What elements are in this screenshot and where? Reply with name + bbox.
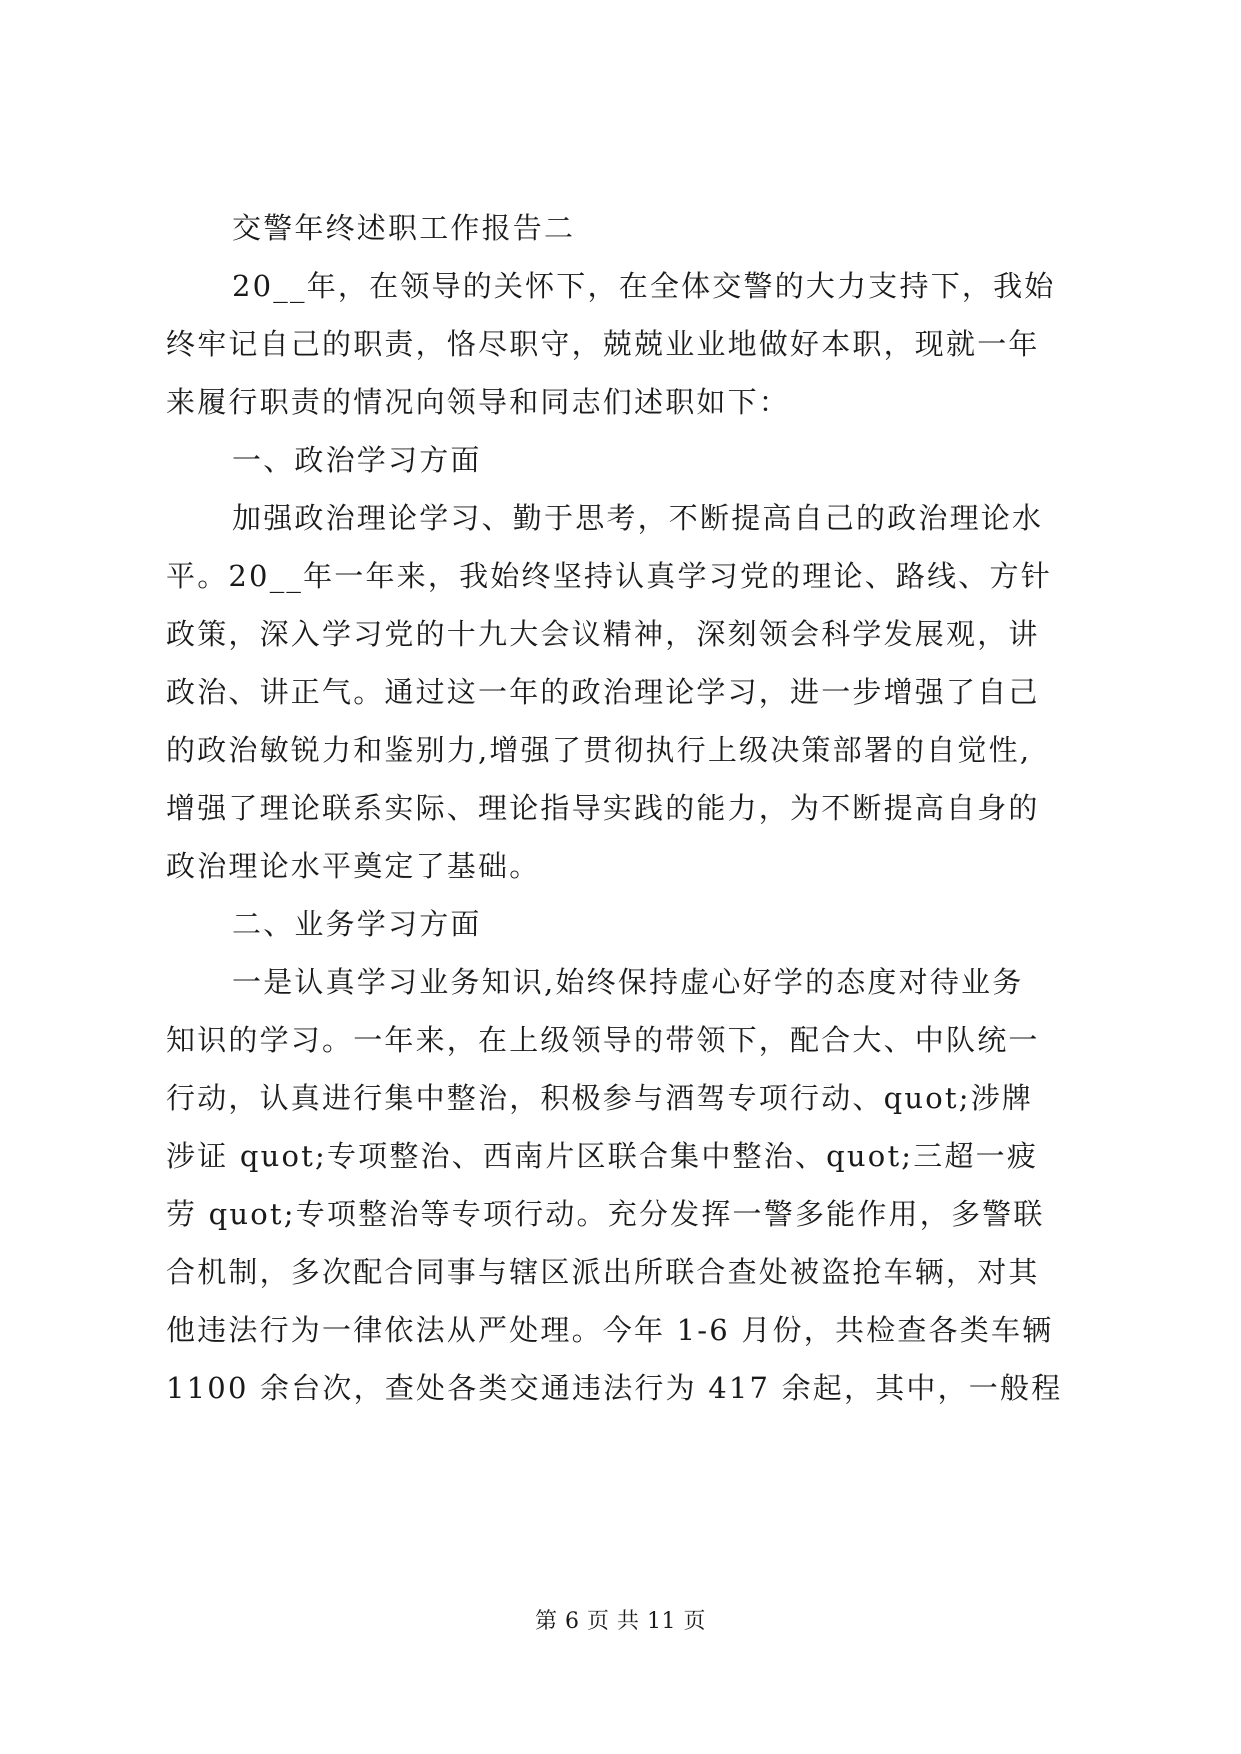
paragraph-line: 加强政治理论学习、勤于思考，不断提高自己的政治理论水 <box>232 501 1044 535</box>
paragraph-line: 政治、讲正气。通过这一年的政治理论学习，进一步增强了自己 <box>166 675 1040 709</box>
paragraph-line: 涉证 quot;专项整治、西南片区联合集中整治、quot;三超一疲 <box>166 1139 1039 1173</box>
paragraph-line: 来履行职责的情况向领导和同志们述职如下： <box>166 385 791 419</box>
paragraph-line: 平。20__年一年来，我始终坚持认真学习党的理论、路线、方针 <box>166 559 1052 593</box>
paragraph-line: 政策，深入学习党的十九大会议精神，深刻领会科学发展观，讲 <box>166 617 1040 651</box>
paragraph-line: 20__年，在领导的关怀下，在全体交警的大力支持下，我始 <box>232 269 1056 303</box>
paragraph-line: 政治理论水平奠定了基础。 <box>166 849 541 883</box>
paragraph-line: 合机制，多次配合同事与辖区派出所联合查处被盗抢车辆，对其 <box>166 1255 1040 1289</box>
section-heading: 二、业务学习方面 <box>232 907 482 941</box>
paragraph-line: 劳 quot;专项整治等专项行动。充分发挥一警多能作用，多警联 <box>166 1197 1045 1231</box>
document-title: 交警年终述职工作报告二 <box>232 211 576 245</box>
section-heading: 一、政治学习方面 <box>232 443 482 477</box>
paragraph-line: 1100 余台次，查处各类交通违法行为 417 余起，其中，一般程 <box>166 1371 1063 1405</box>
paragraph-line: 他违法行为一律依法从严处理。今年 1-6 月份，共检查各类车辆 <box>166 1313 1054 1347</box>
paragraph-line: 行动，认真进行集中整治，积极参与酒驾专项行动、quot;涉牌 <box>166 1081 1034 1115</box>
paragraph-line: 终牢记自己的职责，恪尽职守，兢兢业业地做好本职，现就一年 <box>166 327 1040 361</box>
paragraph-line: 的政治敏锐力和鉴别力,增强了贯彻执行上级决策部署的自觉性, <box>166 733 1032 767</box>
paragraph-line: 增强了理论联系实际、理论指导实践的能力，为不断提高自身的 <box>166 791 1040 825</box>
paragraph-line: 知识的学习。一年来，在上级领导的带领下，配合大、中队统一 <box>166 1023 1040 1057</box>
page-number-footer: 第 6 页 共 11 页 <box>535 1609 706 1634</box>
paragraph-line: 一是认真学习业务知识,始终保持虚心好学的态度对待业务 <box>232 965 1024 999</box>
